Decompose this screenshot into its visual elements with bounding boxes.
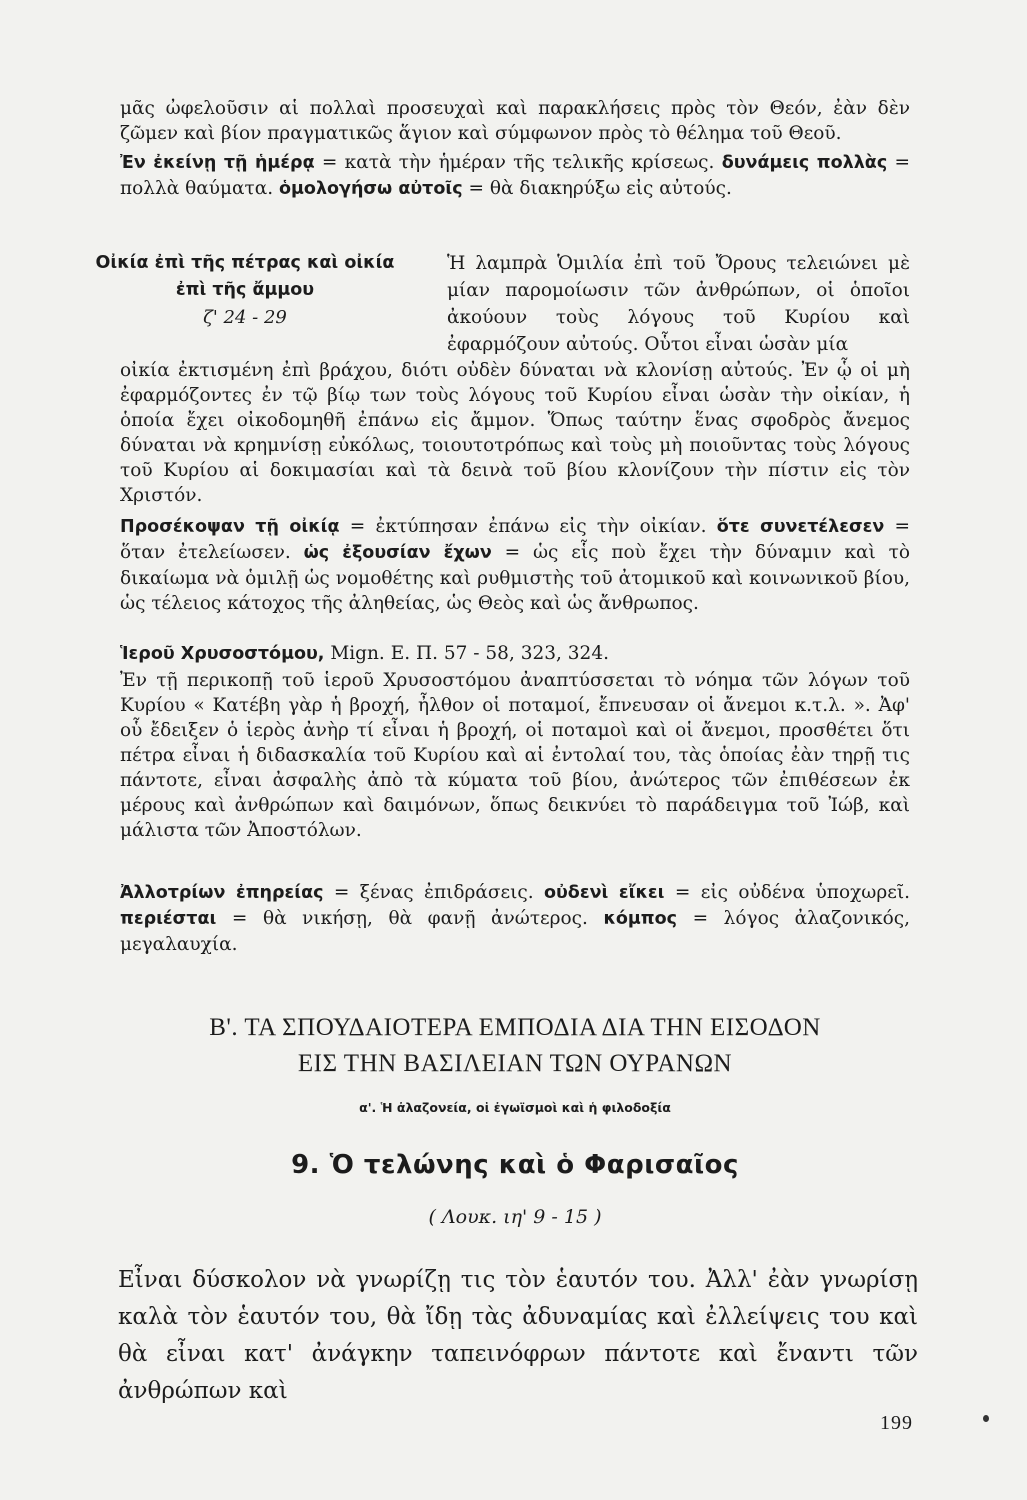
gloss-definition: = ὅταν ἐτελείωσεν. — [120, 516, 910, 563]
chapter-heading-line-2: ΕΙΣ ΤΗΝ ΒΑΣΙΛΕΙΑΝ ΤΩΝ ΟΥΡΑΝΩΝ — [297, 1050, 733, 1077]
page-number: 199 — [880, 1412, 913, 1434]
gloss-term: δυνάμεις πολλὰς — [721, 153, 888, 173]
corner-mark — [983, 1415, 989, 1422]
gloss-definition: = εἰς οὐδένα ὑποχωρεῖ. — [664, 882, 910, 903]
lesson-reference: ( Λουκ. ιη' 9 - 15 ) — [428, 1206, 602, 1228]
gloss-term: Προσέκοψαν τῇ οἰκίᾳ — [120, 517, 340, 537]
gloss-definition: = ξένας ἐπιδράσεις. — [323, 882, 544, 903]
gloss-definition: = κατὰ τὴν ἡμέραν τῆς τελικῆς κρίσεως. — [314, 152, 722, 173]
section-heading-line-2: ἐπὶ τῆς ἄμμου — [175, 280, 315, 300]
gloss-definition: = θὰ διακηρύξω εἰς αὐτούς. — [462, 178, 732, 199]
gloss-term: οὐδενὶ εἴκει — [543, 883, 665, 903]
gloss-term: ὅτε συνετέλεσεν — [716, 517, 885, 537]
lesson-title: 9. Ὁ τελώνης καὶ ὁ Φαρισαῖος — [291, 1150, 739, 1180]
gloss-definition: = ἐκτύπησαν ἐπάνω εἰς τὴν οἰκίαν. — [339, 516, 717, 537]
section-heading — [60, 250, 430, 331]
paragraph-top: μᾶς ὠφελοῦσιν αἱ πολλαὶ προσευχαὶ καὶ παρακλήσεις πρὸς τὸν Θεόν, ἐὰν δὲν ζῶμεν καὶ βίον πραγματικῶς ἅγιον καὶ σύμφωνον πρὸς τὸ θέλημα τοῦ Θεοῦ. — [120, 98, 910, 144]
glossary-paragraph-3 — [120, 880, 910, 957]
gloss-term: περιέσται — [120, 909, 217, 929]
gloss-term: Ἀλλοτρίων ἐπηρείας — [120, 883, 324, 903]
chrysostom-reference: Mign. E. Π. 57 - 58, 323, 324. — [324, 643, 609, 664]
gloss-definition: = λόγος ἀλαζονικός, μεγαλαυχία. — [120, 908, 910, 955]
gloss-term: ὁμολογήσω αὐτοῖς — [279, 179, 463, 199]
chrysostom-citation — [120, 641, 910, 667]
gloss-term: ὡς ἐξουσίαν ἔχων — [303, 543, 492, 563]
chapter-subheading: α'. Ἡ ἀλαζονεία, οἱ ἐγωϊσμοὶ καὶ ἡ φιλοδοξία — [359, 1100, 671, 1115]
chapter-heading-line-1: Β'. ΤΑ ΣΠΟΥΔΑΙΟΤΕΡΑ ΕΜΠΟΔΙΑ ΔΙΑ ΤΗΝ ΕΙΣΟΔΟΝ — [209, 1014, 821, 1041]
section-heading-line-1: Οἰκία ἐπὶ τῆς πέτρας καὶ οἰκία — [95, 253, 395, 273]
gloss-term: Ἐν ἐκείνῃ τῇ ἡμέρᾳ — [120, 153, 315, 173]
section-reference: ζ' 24 - 29 — [203, 307, 287, 328]
glossary-paragraph-1 — [120, 150, 910, 202]
chrysostom-body: Ἐν τῇ περικοπῇ τοῦ ἱεροῦ Χρυσοστόμου ἀναπτύσσεται τὸ νόημα τῶν λόγων τοῦ Κυρίου « Κατέβη γὰρ ἡ βροχή, ἦλθον οἱ ποταμοί, ἔπνευσαν οἱ ἄνεμοι κ.τ.λ. ». Ἀφ' οὗ ἔδειξεν ὁ ἱερὸς ἀνὴρ τί εἶναι ἡ βροχή, οἱ ποταμοὶ καὶ οἱ ἄνεμοι, προσθέτει ὅτι πέτρα εἶναι ἡ διδασκαλία τοῦ Κυρίου καὶ αἱ ἐντολαί του, τὰς ὁποίας ἐὰν τηρῇ τις πάντοτε, εἶναι ἀσφαλὴς ἀπὸ τὰ κύματα τοῦ βίου, ἀνώτερος τῶν ἐπιθέσεων ἐκ μέρους καὶ ἀνθρώπων καὶ δαιμόνων, ὅπως δεικνύει τὸ παράδειγμα τοῦ Ἰώβ, καὶ μάλιστα τῶν Ἀποστόλων. — [120, 670, 910, 841]
gloss-definition: = ὡς εἷς ποὺ ἔχει τὴν δύναμιν καὶ τὸ δικαίωμα νὰ ὁμιλῇ ὡς νομοθέτης καὶ ρυθμιστὴς τοῦ ἀτομικοῦ καὶ κοινωνικοῦ βίου, ὡς τέλειος κάτοχος τῆς ἀληθείας, ὡς Θεὸς καὶ ὡς ἄνθρωπος. — [120, 542, 910, 614]
lesson-intro-text: Εἶναι δύσκολον νὰ γνωρίζῃ τις τὸν ἑαυτόν του. Ἀλλ' ἐὰν γνωρίσῃ καλὰ τὸν ἑαυτόν του, θὰ ἴδῃ τὰς ἀδυναμίας καὶ ἐλλείψεις του καὶ θὰ εἶναι κατ' ἀνάγκην ταπεινόφρων πάντοτε καὶ ἔναντι τῶν ἀνθρώπων καὶ — [118, 1267, 918, 1404]
section-side-text: Ἡ λαμπρὰ Ὁμιλία ἐπὶ τοῦ Ὄρους τελειώνει μὲ μίαν παρομοίωσιν τῶν ἀνθρώπων, οἱ ὁποῖοι ἀκούουν τοὺς λόγους τοῦ Κυρίου καὶ ἐφαρμόζουν αὐτούς. Οὗτοι εἶναι ὡσὰν μία — [447, 253, 910, 355]
glossary-paragraph-2 — [120, 514, 910, 616]
chrysostom-name: Ἱεροῦ Χρυσοστόμου, — [120, 644, 325, 664]
section-body-text: οἰκία ἐκτισμένη ἐπὶ βράχου, διότι οὐδὲν δύναται νὰ κλονίσῃ αὐτούς. Ἐν ᾧ οἱ μὴ ἐφαρμόζοντες ἐν τῷ βίῳ των τοὺς λόγους τοῦ Κυρίου εἶναι ὡσὰν τὴν οἰκίαν, ἡ ὁποία ἔχει οἰκοδομηθῆ ἐπάνω εἰς ἄμμον. Ὅπως ταύτην ἕνας σφοδρὸς ἄνεμος δύναται νὰ κρημνίσῃ εὐκόλως, τοιουτοτρόπως καὶ τοὺς μὴ ποιοῦντας τοὺς λόγους τοῦ Κυρίου αἱ δοκιμασίαι καὶ τὰ δεινὰ τοῦ βίου κλονίζουν τὴν πίστιν εἰς τὸν Χριστόν. — [120, 360, 910, 506]
gloss-definition: = θὰ νικήσῃ, θὰ φανῇ ἀνώτερος. — [216, 908, 604, 929]
gloss-term: κόμπος — [603, 909, 678, 929]
gloss-definition: = πολλὰ θαύματα. — [120, 152, 910, 199]
